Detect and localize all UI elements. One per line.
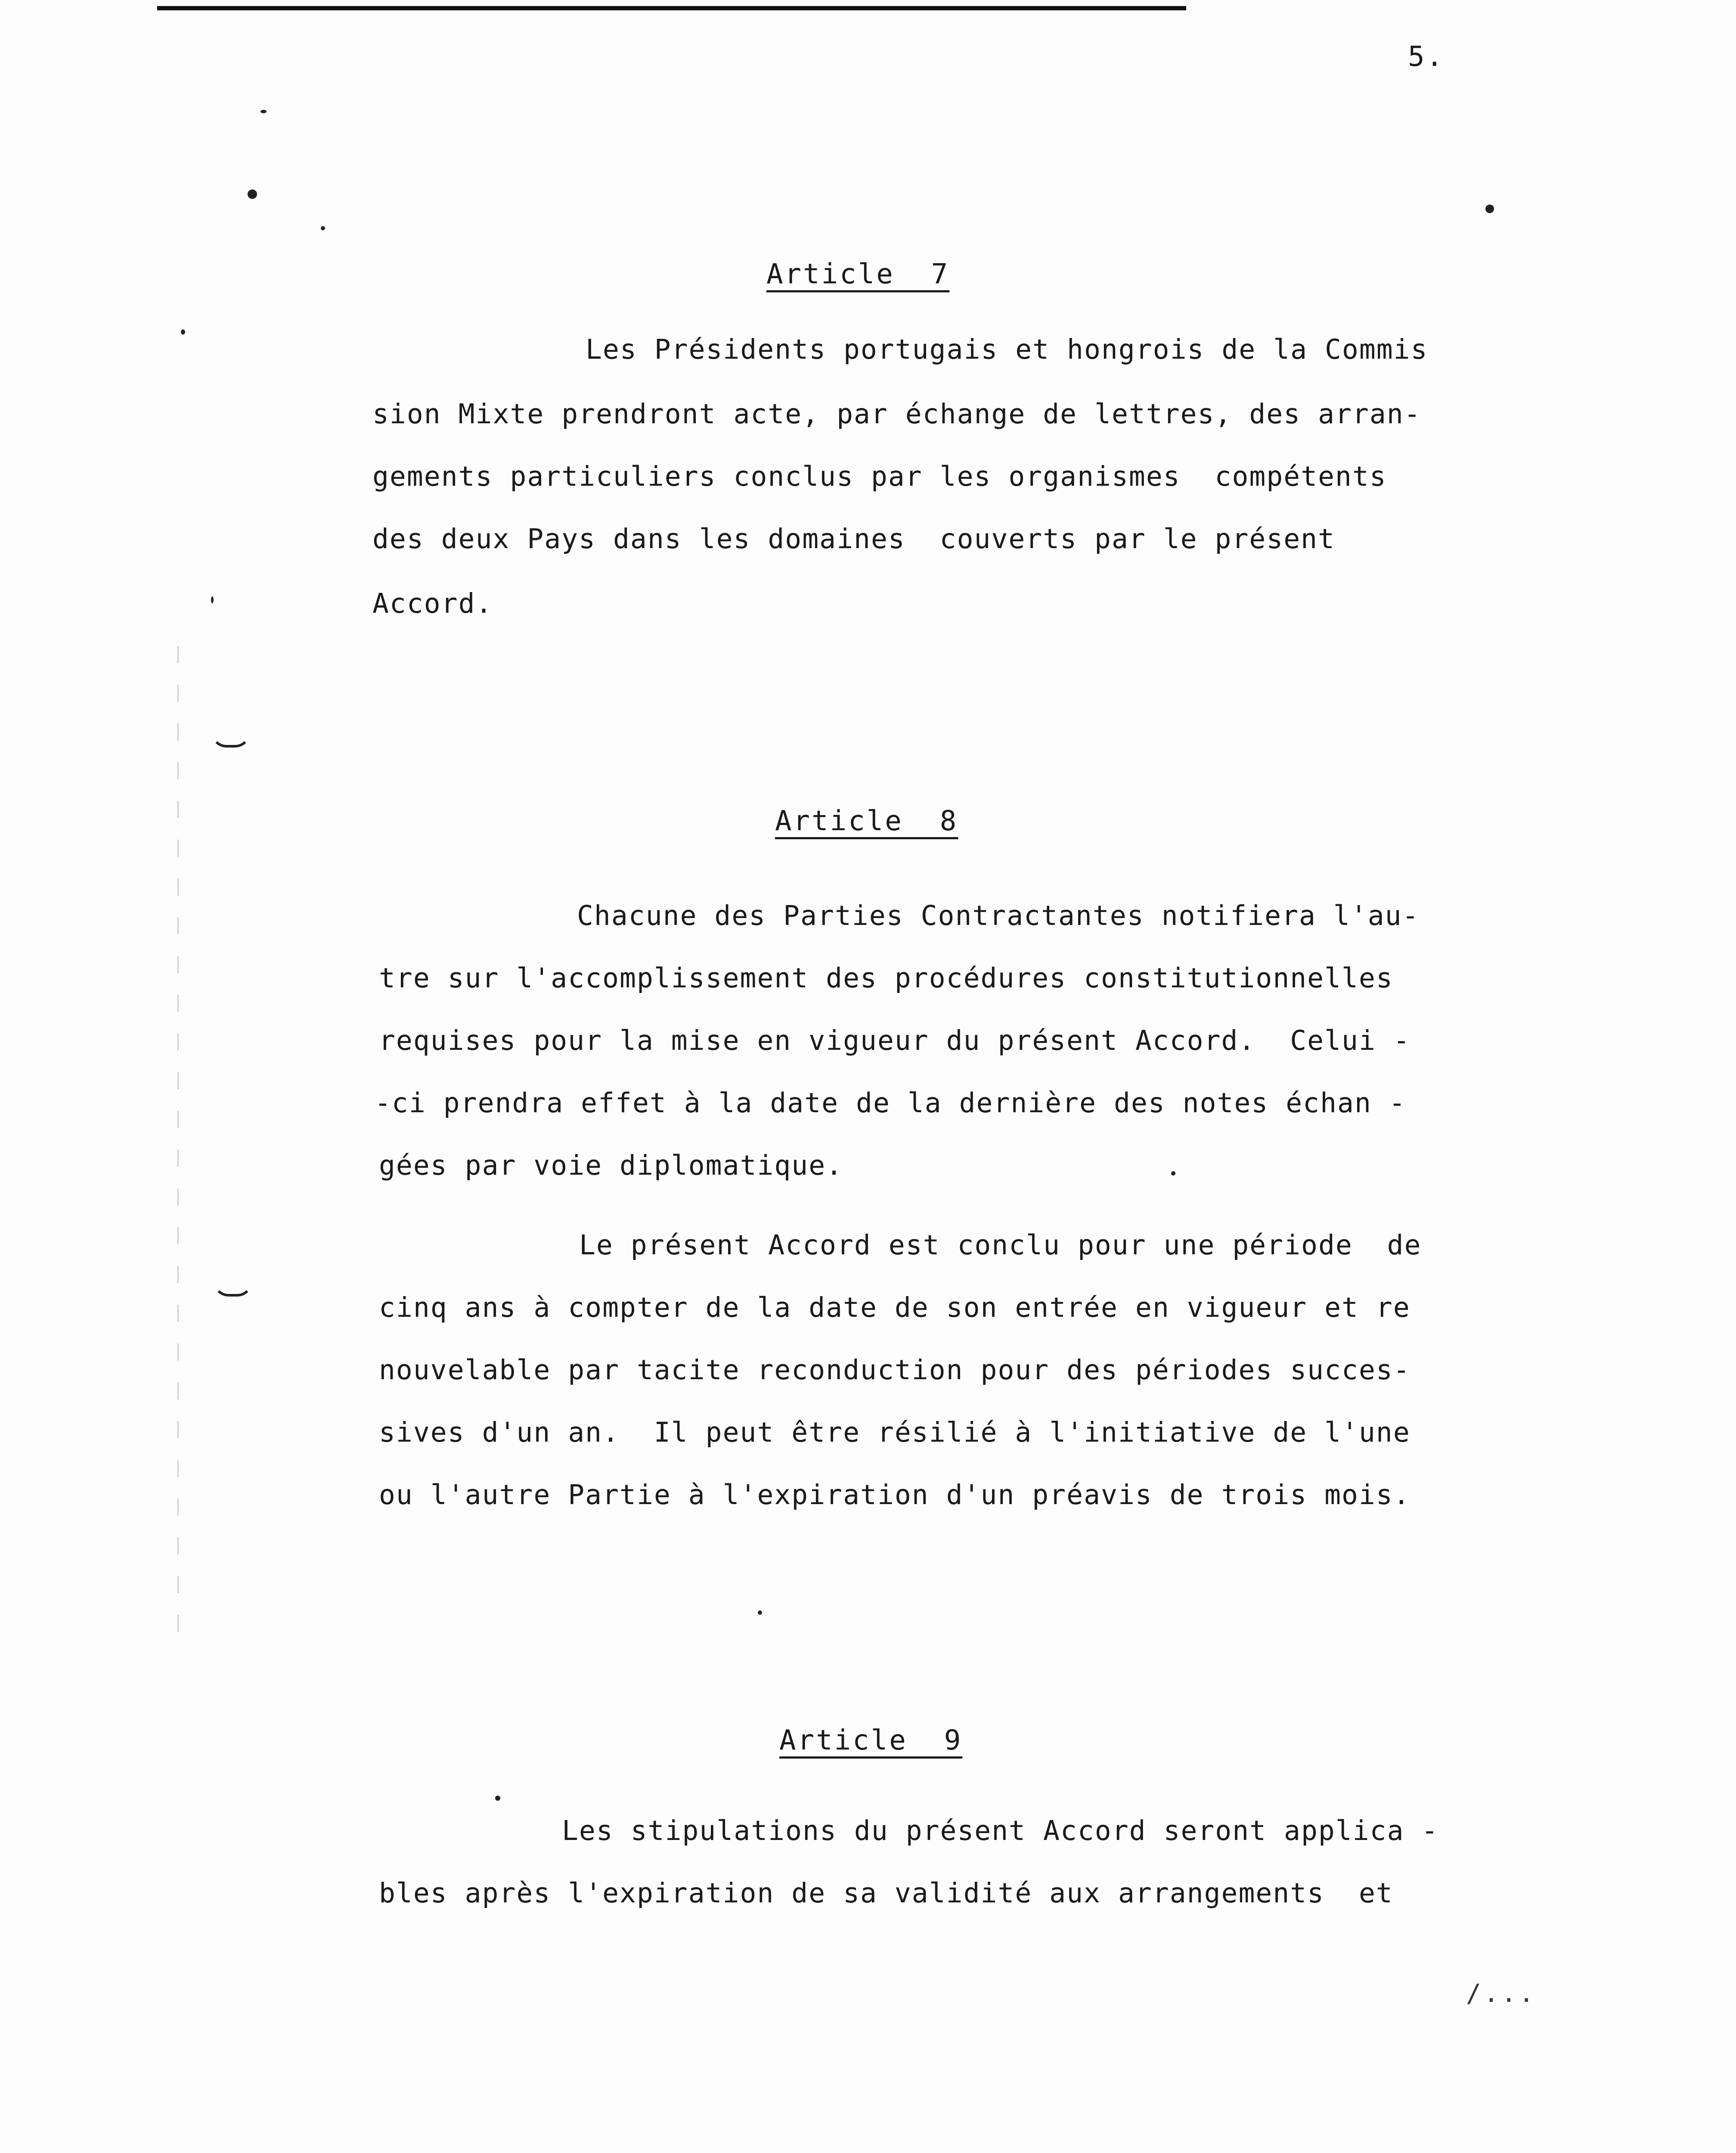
scan-arc (211, 732, 251, 748)
article-8-line: cinq ans à compter de la date de son entrée en vigueur et re (379, 1292, 1410, 1323)
article-7-line: des deux Pays dans les domaines couverts par le présent (372, 523, 1336, 555)
article-8-line: tre sur l'accomplissement des procédures constitutionnelles (379, 962, 1393, 994)
article-8-line: gées par voie diplomatique. (379, 1150, 843, 1181)
scan-speck (1171, 1171, 1175, 1176)
article-8-line: Chacune des Parties Contractantes notifiera l'au- (577, 900, 1420, 931)
margin-artifact (177, 646, 179, 1636)
article-8-heading: Article 8 (775, 805, 958, 837)
article-8-line: sives d'un an. Il peut être résilié à l'initiative de l'une (379, 1417, 1410, 1448)
scan-speck (260, 110, 267, 113)
article-8-line: ou l'autre Partie à l'expiration d'un préavis de trois mois. (379, 1479, 1410, 1511)
article-8-line: Le présent Accord est conclu pour une période de (579, 1229, 1422, 1261)
article-7-line: Accord. (372, 588, 493, 619)
page-number: 5. (1408, 41, 1445, 73)
scan-arc (213, 1281, 253, 1297)
scan-speck (758, 1610, 762, 1615)
continued-marker: /... (1466, 1979, 1537, 2008)
article-8-line: -ci prendra effet à la date de la dernière des notes échan - (375, 1087, 1406, 1119)
article-7-line: gements particuliers conclus par les organismes compétents (372, 461, 1387, 492)
top-rule (157, 6, 1186, 10)
article-9-line: Les stipulations du présent Accord seront applica - (562, 1815, 1439, 1846)
article-7-heading: Article 7 (766, 258, 950, 290)
article-7-line: Les Présidents portugais et hongrois de la Commis (586, 334, 1428, 365)
article-8-line: nouvelable par tacite reconduction pour des périodes succes- (379, 1354, 1410, 1386)
scan-speck (495, 1796, 500, 1801)
article-8-line: requises pour la mise en vigueur du présent Accord. Celui - (379, 1025, 1410, 1056)
scan-speck (211, 596, 214, 603)
article-7-line: sion Mixte prendront acte, par échange de lettres, des arran- (372, 398, 1421, 430)
article-9-heading: Article 9 (779, 1725, 963, 1756)
scan-speck (181, 329, 185, 335)
article-9-line: bles après l'expiration de sa validité aux arrangements et (379, 1877, 1393, 1909)
scan-speck (321, 226, 325, 230)
scan-speck (1485, 205, 1494, 213)
scan-speck (248, 189, 257, 199)
